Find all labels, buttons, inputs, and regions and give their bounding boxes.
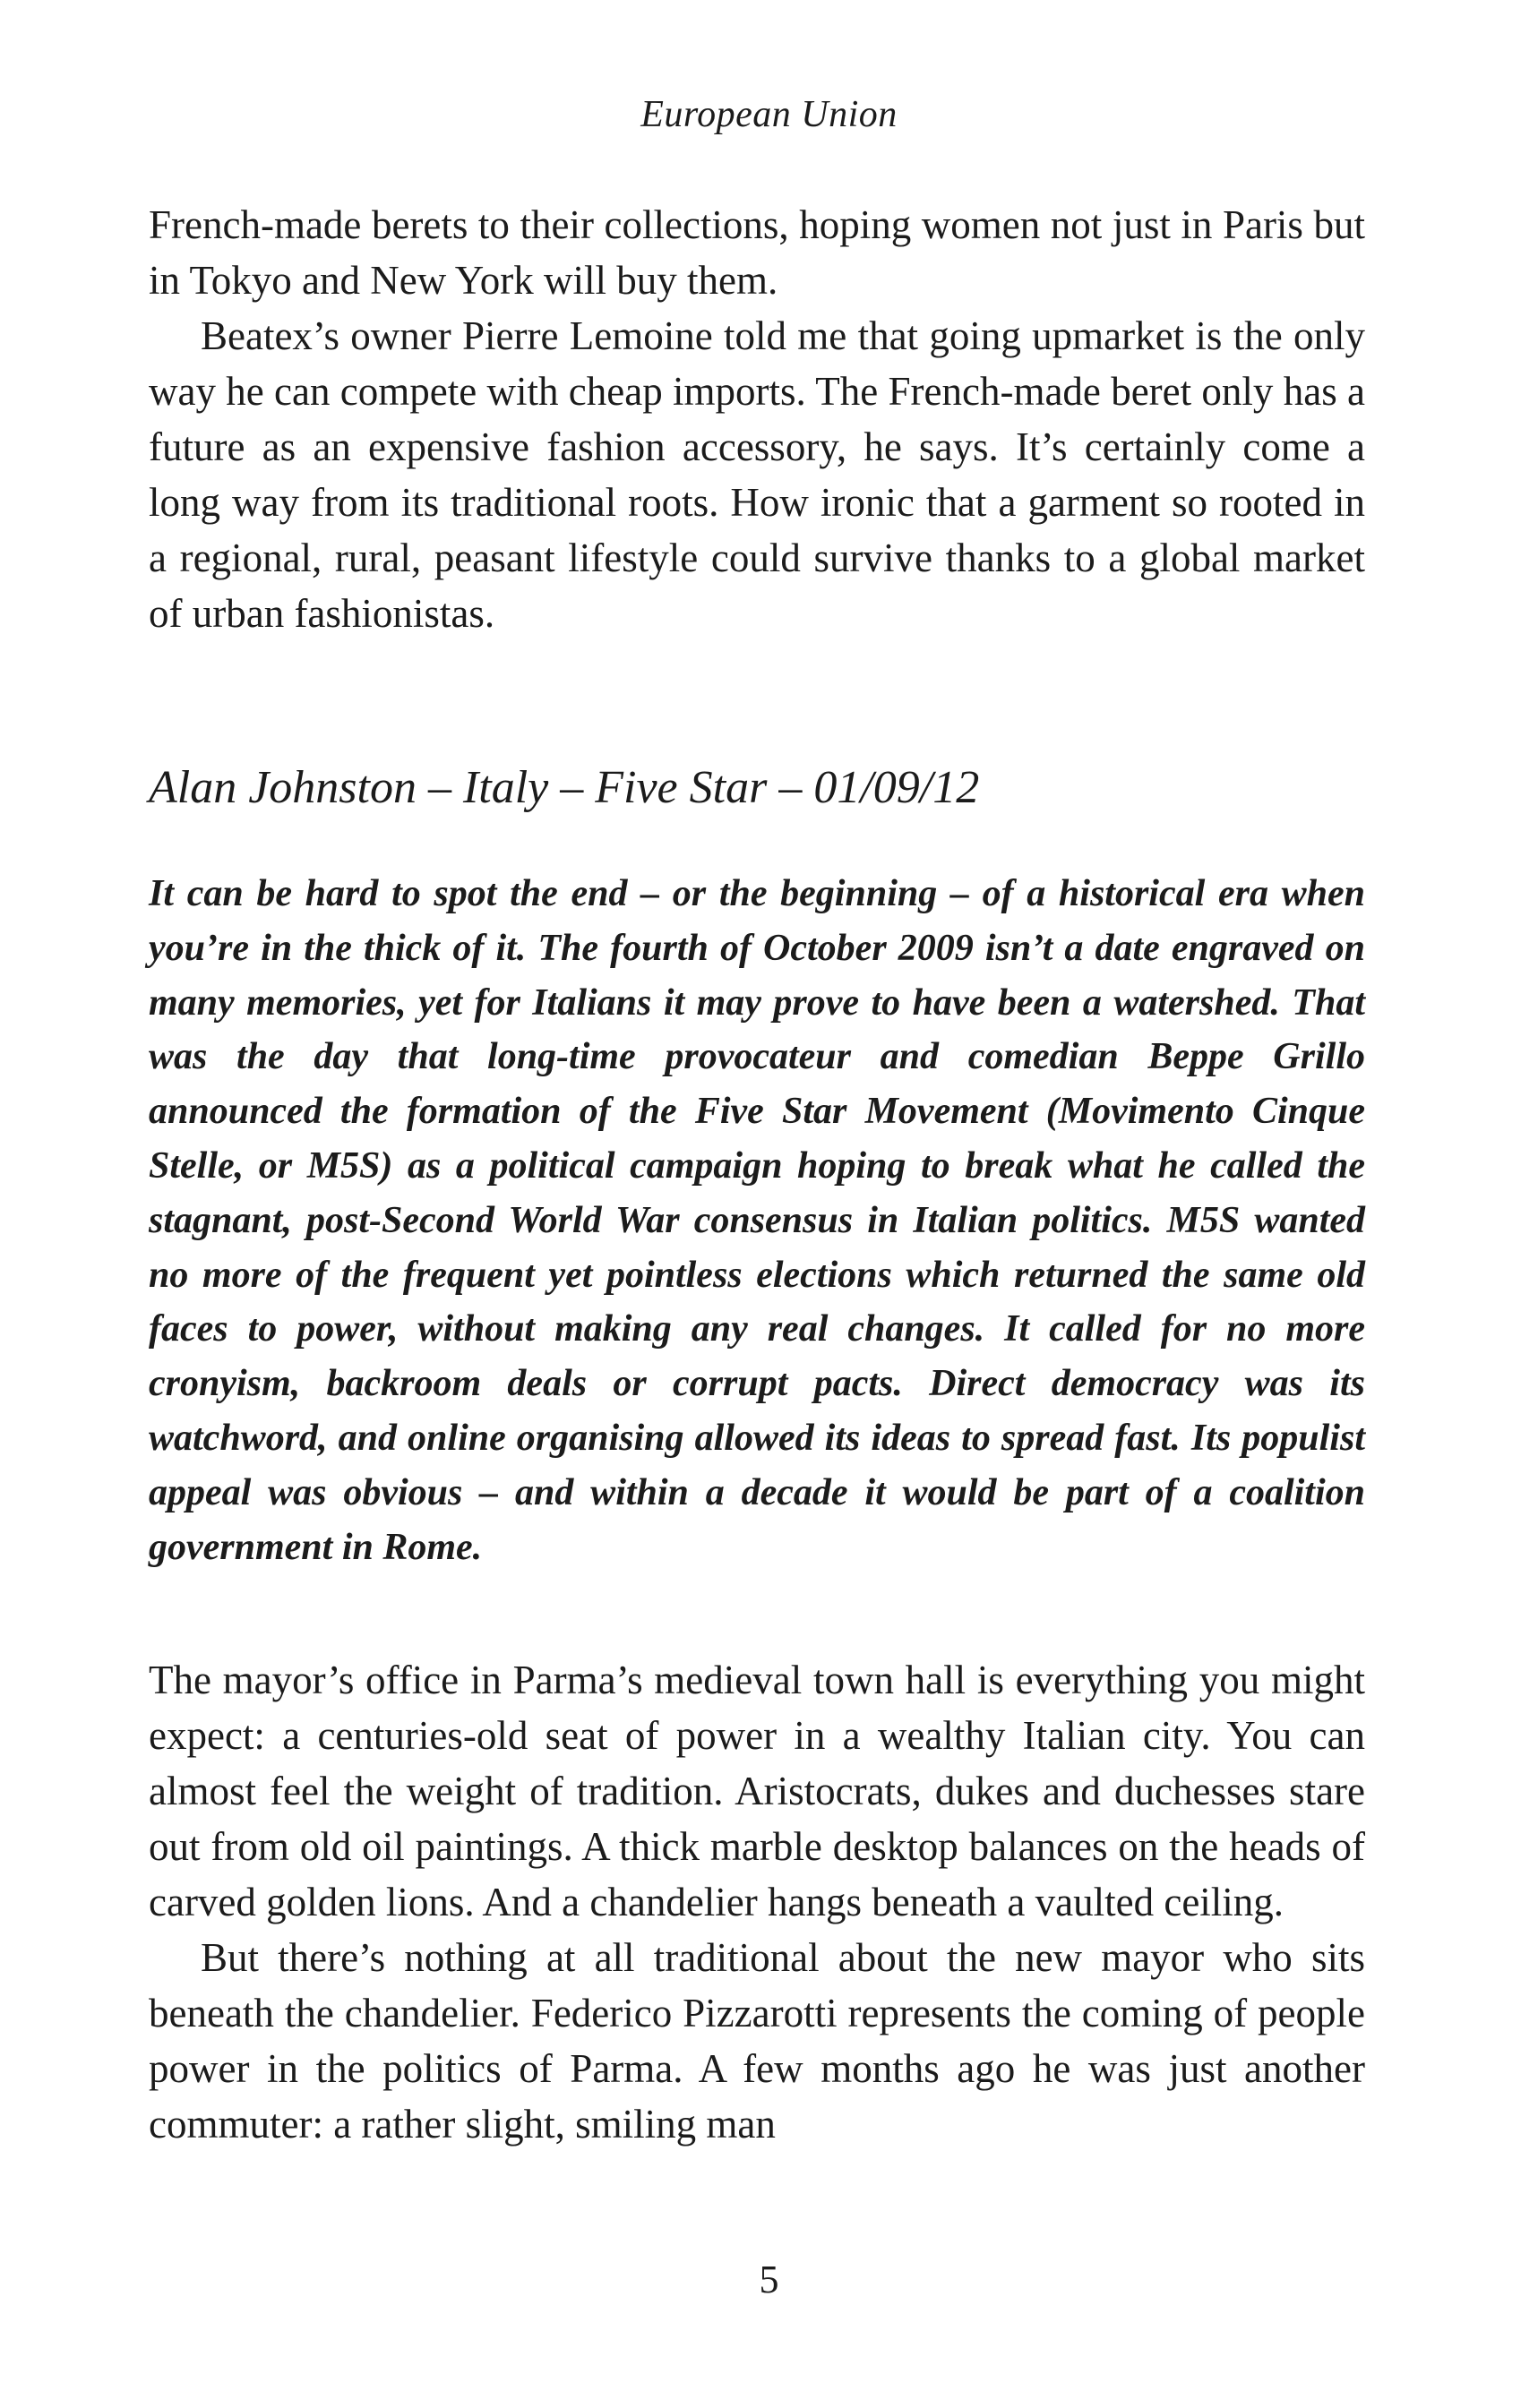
page-number: 5 <box>759 2258 779 2301</box>
paragraph: Beatex’s owner Pierre Lemoine told me that going upmarket is the only way he can compete with cheap imports. The French-made beret only has a future as an expensive fashion accessory, he says. It’s certainly come a long way from its traditional roots. How ironic that a garment so rooted in a regional, rural, peasant lifestyle could survive thanks to a global market of urban fashionistas. <box>149 313 1365 636</box>
paragraph: The mayor’s office in Parma’s medieval town hall is everything you might expect: a centuries-old seat of power in a wealthy Italian city. You can almost feel the weight of tradition. Aristocrats, dukes and duchesses stare out from old oil paintings. A thick marble desktop balances on the heads of carved golden lions. And a chandelier hangs beneath a vaulted ceiling. <box>149 1658 1365 1924</box>
paragraph: French-made berets to their collections, hoping women not just in Paris but in Tokyo and New York will buy them. <box>149 202 1365 303</box>
body-text-bottom <box>149 1652 1365 2152</box>
section-heading: Alan Johnston – Italy – Five Star – 01/09/12 <box>149 762 980 813</box>
paragraph: But there’s nothing at all traditional about the new mayor who sits beneath the chandelier. Federico Pizzarotti represents the coming of people power in the politics of Parma. A few months ago he was just another commuter: a rather slight, smiling man <box>149 1935 1365 2147</box>
running-head: European Union <box>640 94 898 135</box>
body-text-top <box>149 197 1365 641</box>
section-intro: It can be hard to spot the end – or the beginning – of a historical era when you’re in the thick of it. The fourth of October 2009 isn’t a date engraved on many memories, yet for Italians it may prove to have been a watershed. That was the day that long-time provocateur and comedian Beppe Grillo announced the formation of the Five Star Movement (Movimento Cinque Stelle, or M5S) as a political campaign hoping to break what he called the stagnant, post-Second World War consensus in Italian politics. M5S wanted no more of the frequent yet pointless elections which returned the same old faces to power, without making any real changes. It called for no more cronyism, backroom deals or corrupt pacts. Direct democracy was its watchword, and online organising allowed its ideas to spread fast. Its populist appeal was obvious – and within a decade it would be part of a coalition government in Rome. <box>149 873 1365 1568</box>
